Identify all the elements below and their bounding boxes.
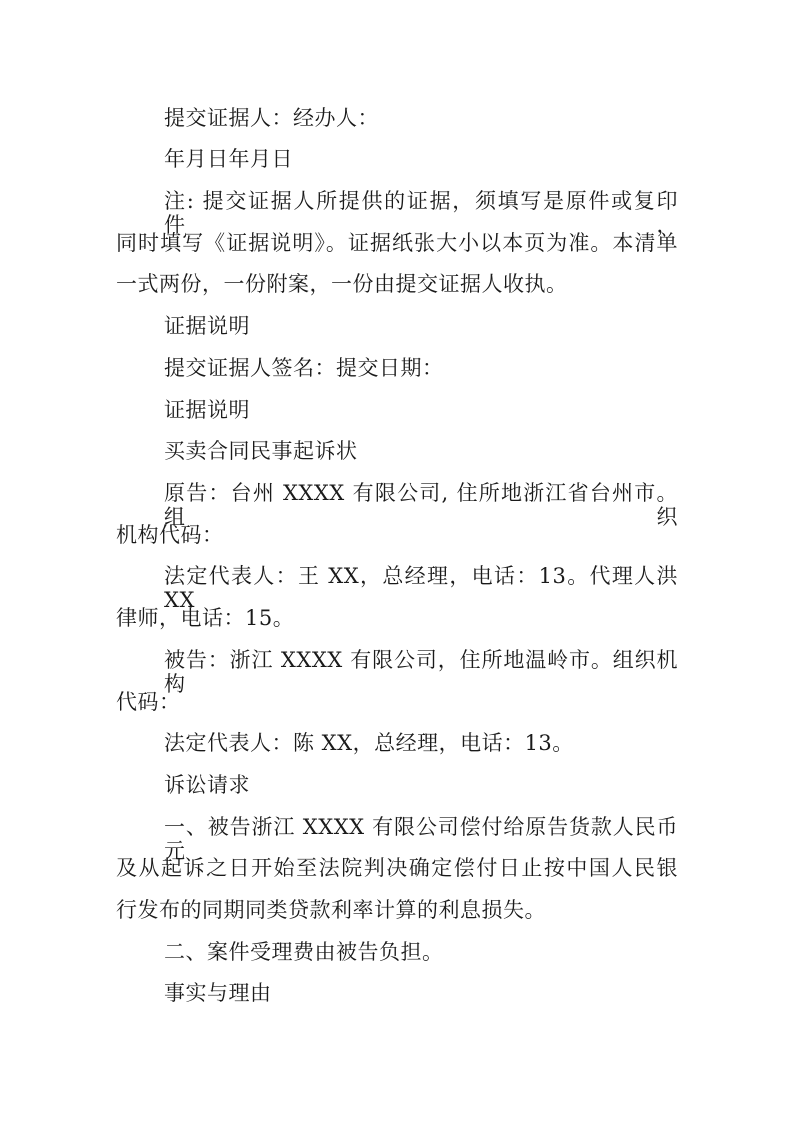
complaint-title: 买卖合同民事起诉状 [164,439,358,463]
plaintiff-line-2: 机构代码： [116,523,224,547]
submitter-signature-line: 提交证据人签名：提交日期： [164,356,444,380]
plaintiff-representative-line-2: 律师，电话：15。 [116,606,295,630]
claim-2-line: 二、案件受理费由被告负担。 [164,940,444,964]
claim-1-line-1: 一、被告浙江 XXXX 有限公司偿付给原告货款人民币元 [164,815,678,863]
note-paragraph-line-2: 同时填写《证据说明》。证据纸张大小以本页为准。本清单 [116,231,678,255]
facts-and-reasons-heading: 事实与理由 [164,981,272,1005]
defendant-representative-line: 法定代表人：陈 XX，总经理，电话：13。 [164,731,574,755]
defendant-line-1: 被告：浙江 XXXX 有限公司，住所地温岭市。组织机构 [164,648,678,696]
claim-1-line-3: 行发布的同期同类贷款利率计算的利息损失。 [116,898,546,922]
note-paragraph-line-3: 一式两份，一份附案，一份由提交证据人收执。 [116,272,568,296]
plaintiff-representative-line-1: 法定代表人：王 XX，总经理，电话：13。代理人洪 XX [164,564,678,612]
note-paragraph-line-1: 注: 提交证据人所提供的证据，须填写是原件或复印件， [164,189,678,237]
claims-heading: 诉讼请求 [164,773,250,797]
evidence-submitter-line: 提交证据人：经办人： [164,106,379,130]
plaintiff-line-1: 原告：台州 XXXX 有限公司, 住所地浙江省台州市。组织 [164,481,678,529]
date-line: 年月日年月日 [164,147,293,171]
claim-1-line-2: 及从起诉之日开始至法院判决确定偿付日止按中国人民银 [116,856,678,880]
evidence-description-heading-2: 证据说明 [164,398,250,422]
defendant-line-2: 代码： [116,690,181,714]
evidence-description-heading: 证据说明 [164,314,250,338]
